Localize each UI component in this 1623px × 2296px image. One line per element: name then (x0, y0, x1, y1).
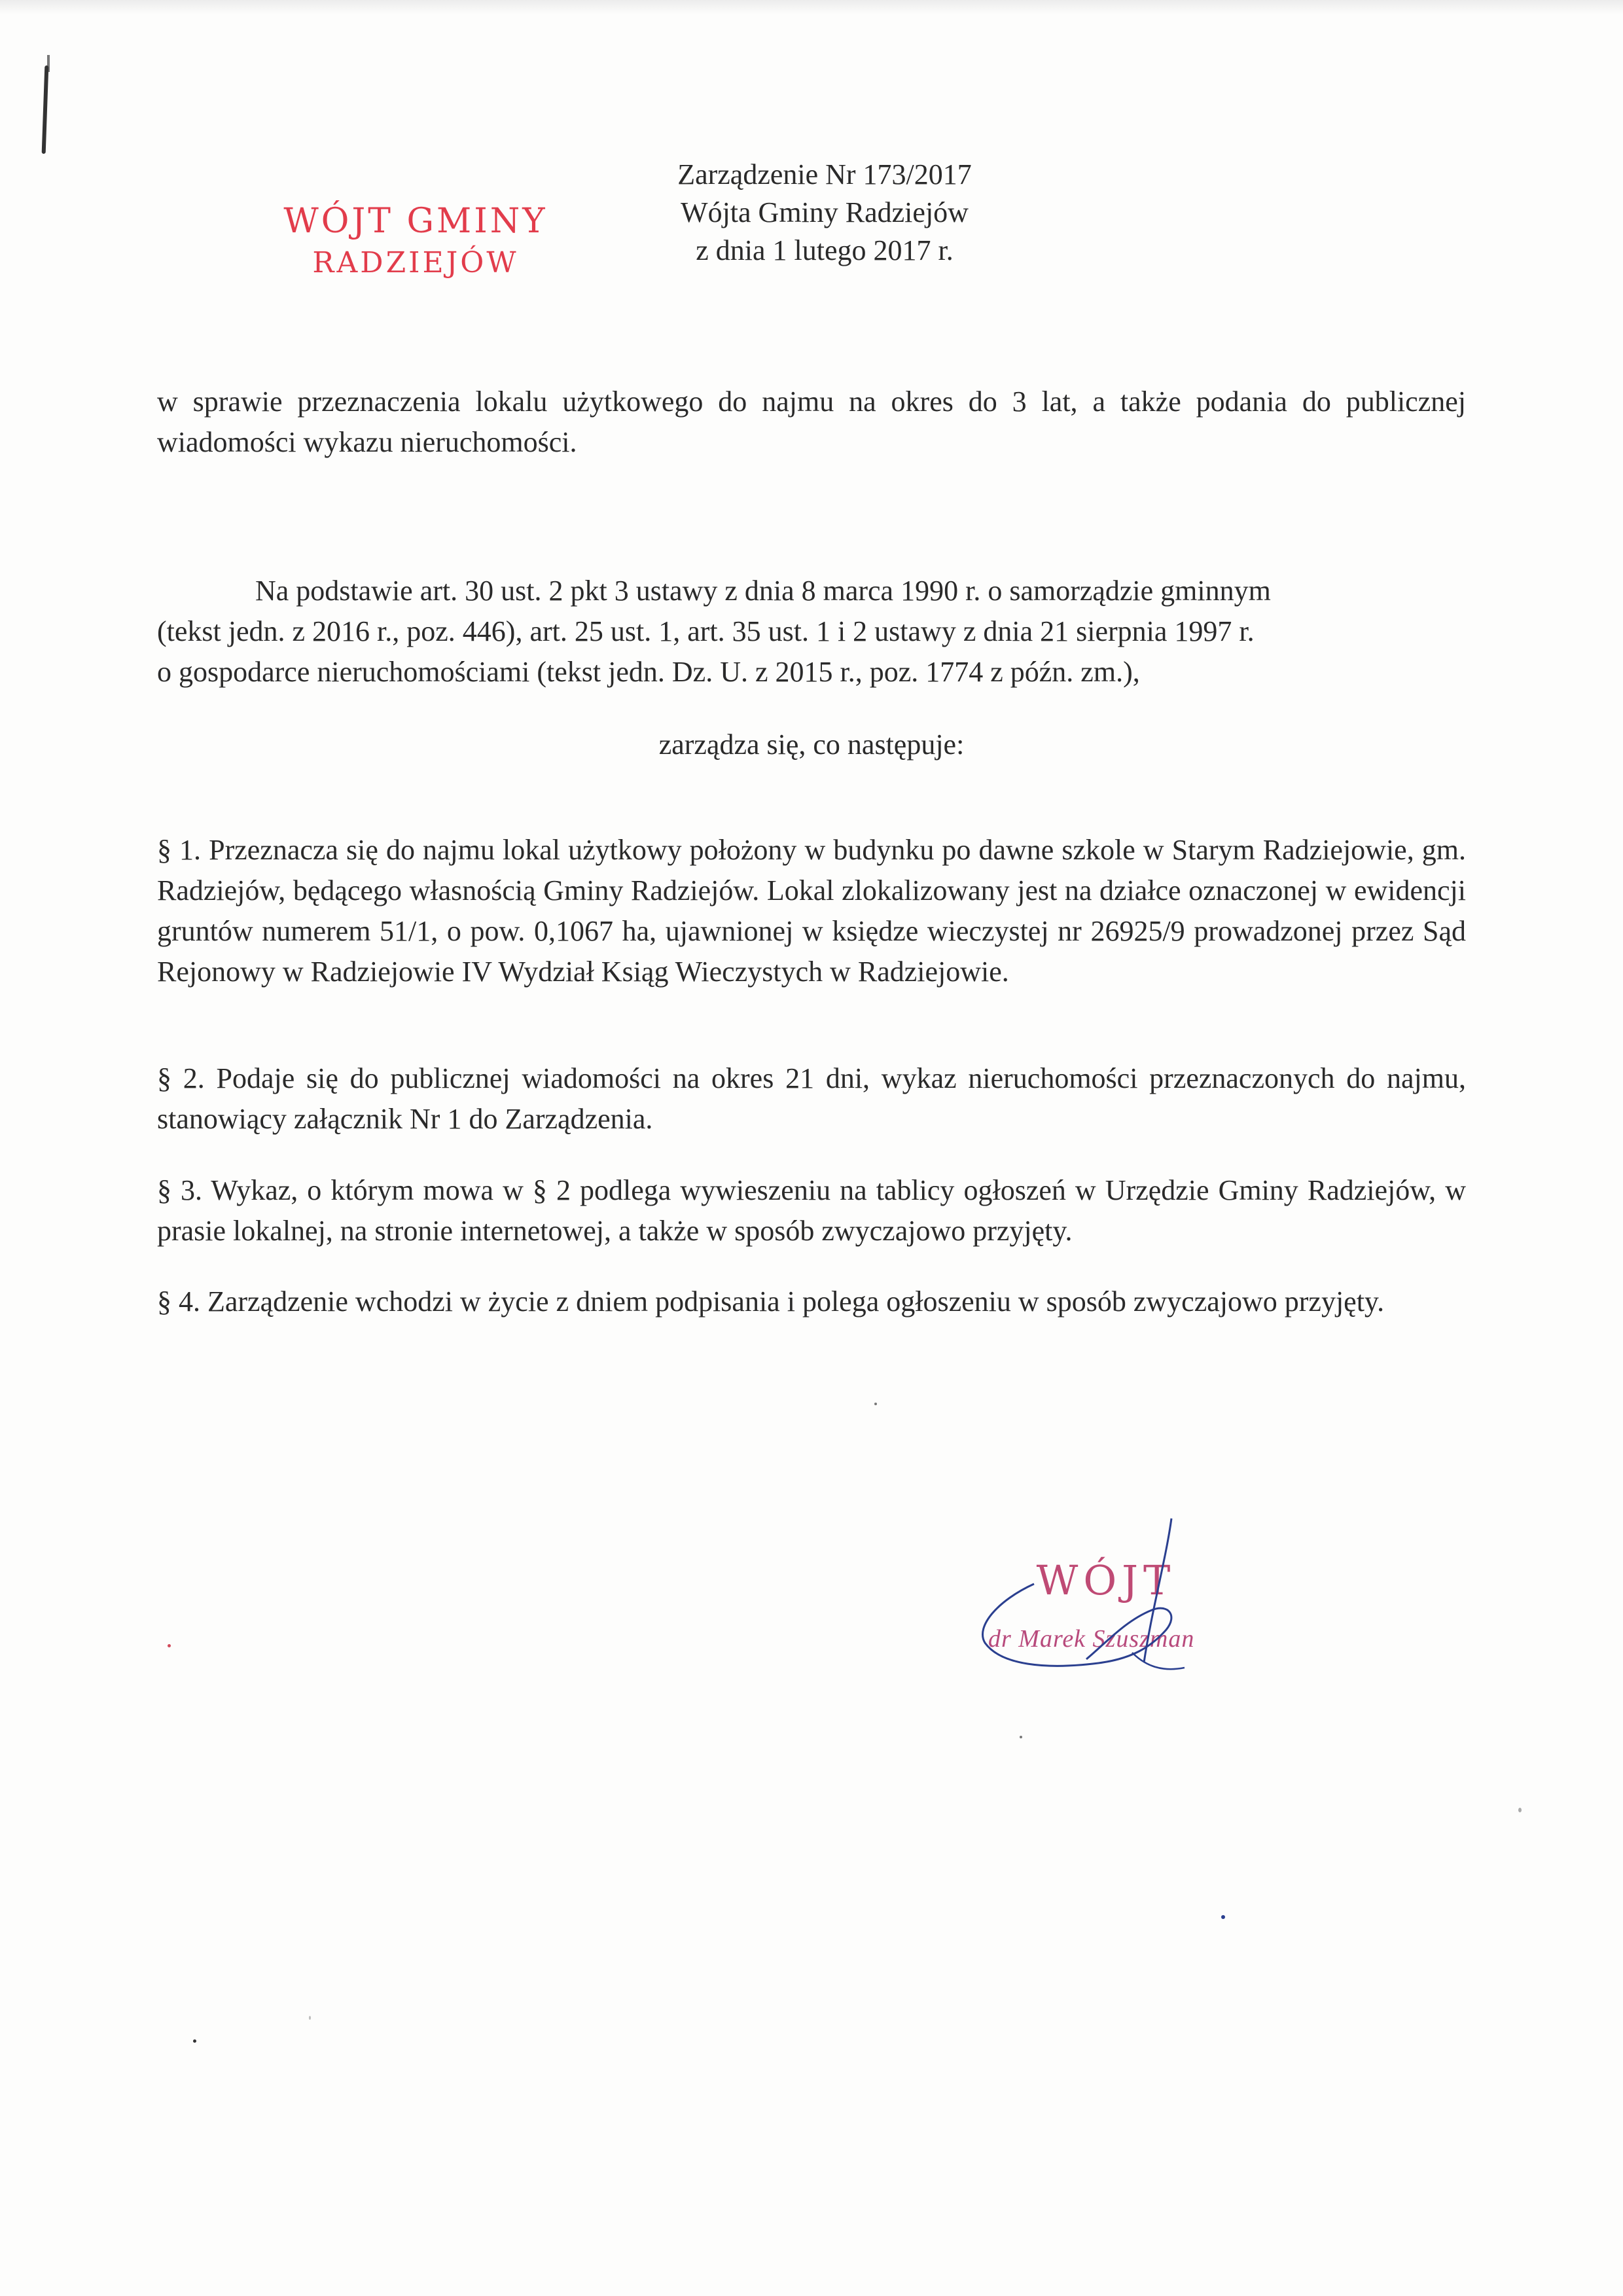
paragraph-2: § 2. Podaje się do publicznej wiadomości na okres 21 dni, wykaz nieruchomości przeznaczonych do najmu, stanowiący załącznik Nr 1 do Zarządzenia. (157, 1062, 1466, 1135)
scan-speck (1020, 1736, 1022, 1738)
legal-basis (157, 571, 1466, 692)
scan-speck (1221, 1915, 1225, 1919)
seal-name: dr Marek Szuszman (988, 1625, 1195, 1653)
document-subject: w sprawie przeznaczenia lokalu użytkowego do najmu na okres do 3 lat, a także podania do publicznej wiadomości wykazu nieruchomości. (157, 386, 1466, 458)
stamp-line-1: WÓJT GMINY (283, 202, 548, 241)
ordinance-number: Zarządzenie Nr 173/2017 (677, 158, 972, 190)
paragraph-3: § 3. Wykaz, o którym mowa w § 2 podlega wywieszeniu na tablicy ogłoszeń w Urzędzie Gminy Radziejów, w prasie lokalnej, na stronie internetowej, a także w sposób zwyczajowo przyjęty. (157, 1174, 1466, 1247)
legal-basis-line-2: (tekst jedn. z 2016 r., poz. 446), art. 25 ust. 1, art. 35 ust. 1 i 2 ustawy z dnia 21 sierpnia 1997 r. (157, 615, 1255, 647)
decree-line: zarządza się, co następuje: (658, 728, 965, 761)
legal-basis-line-1: Na podstawie art. 30 ust. 2 pkt 3 ustawy z dnia 8 marca 1990 r. o samorządzie gminnym (255, 575, 1271, 607)
scan-speck (193, 2039, 196, 2043)
seal-title: WÓJT (1036, 1556, 1176, 1604)
paragraph-4: § 4. Zarządzenie wchodzi w życie z dniem podpisania i polega ogłoszeniu w sposób zwyczajowo przyjęty. (157, 1285, 1385, 1318)
scan-speck (874, 1403, 877, 1405)
margin-pen-stroke (42, 65, 49, 154)
scan-shadow (0, 0, 1623, 14)
issuer: Wójta Gminy Radziejów (681, 196, 969, 228)
legal-basis-line-3: o gospodarce nieruchomościami (tekst jedn. Dz. U. z 2015 r., poz. 1774 z późn. zm.), (157, 656, 1140, 688)
paragraph-1: § 1. Przeznacza się do najmu lokal użytkowy położony w budynku po dawne szkole w Starym Radziejowie, gm. Radziejów, będącego własnością Gminy Radziejów. Lokal zlokalizowany jest na działce oznaczonej w ewidencji gruntów numerem 51/1, o pow. 0,1067 ha, ujawnionej w księdze wieczystej nr 26925/9 prowadzonej przez Sąd Rejonowy w Radziejowie IV Wydział Ksiąg Wieczystych w Radziejowie. (157, 834, 1466, 988)
office-stamp (249, 204, 582, 278)
scan-speck (168, 1644, 171, 1647)
issue-date: z dnia 1 lutego 2017 r. (696, 234, 954, 266)
scan-speck (1518, 1808, 1522, 1812)
stamp-line-2: RADZIEJÓW (312, 246, 519, 279)
signature-seal (936, 1512, 1302, 1708)
handwritten-signature (936, 1512, 1302, 1708)
document-header (589, 156, 1060, 270)
scan-speck (309, 2016, 311, 2020)
